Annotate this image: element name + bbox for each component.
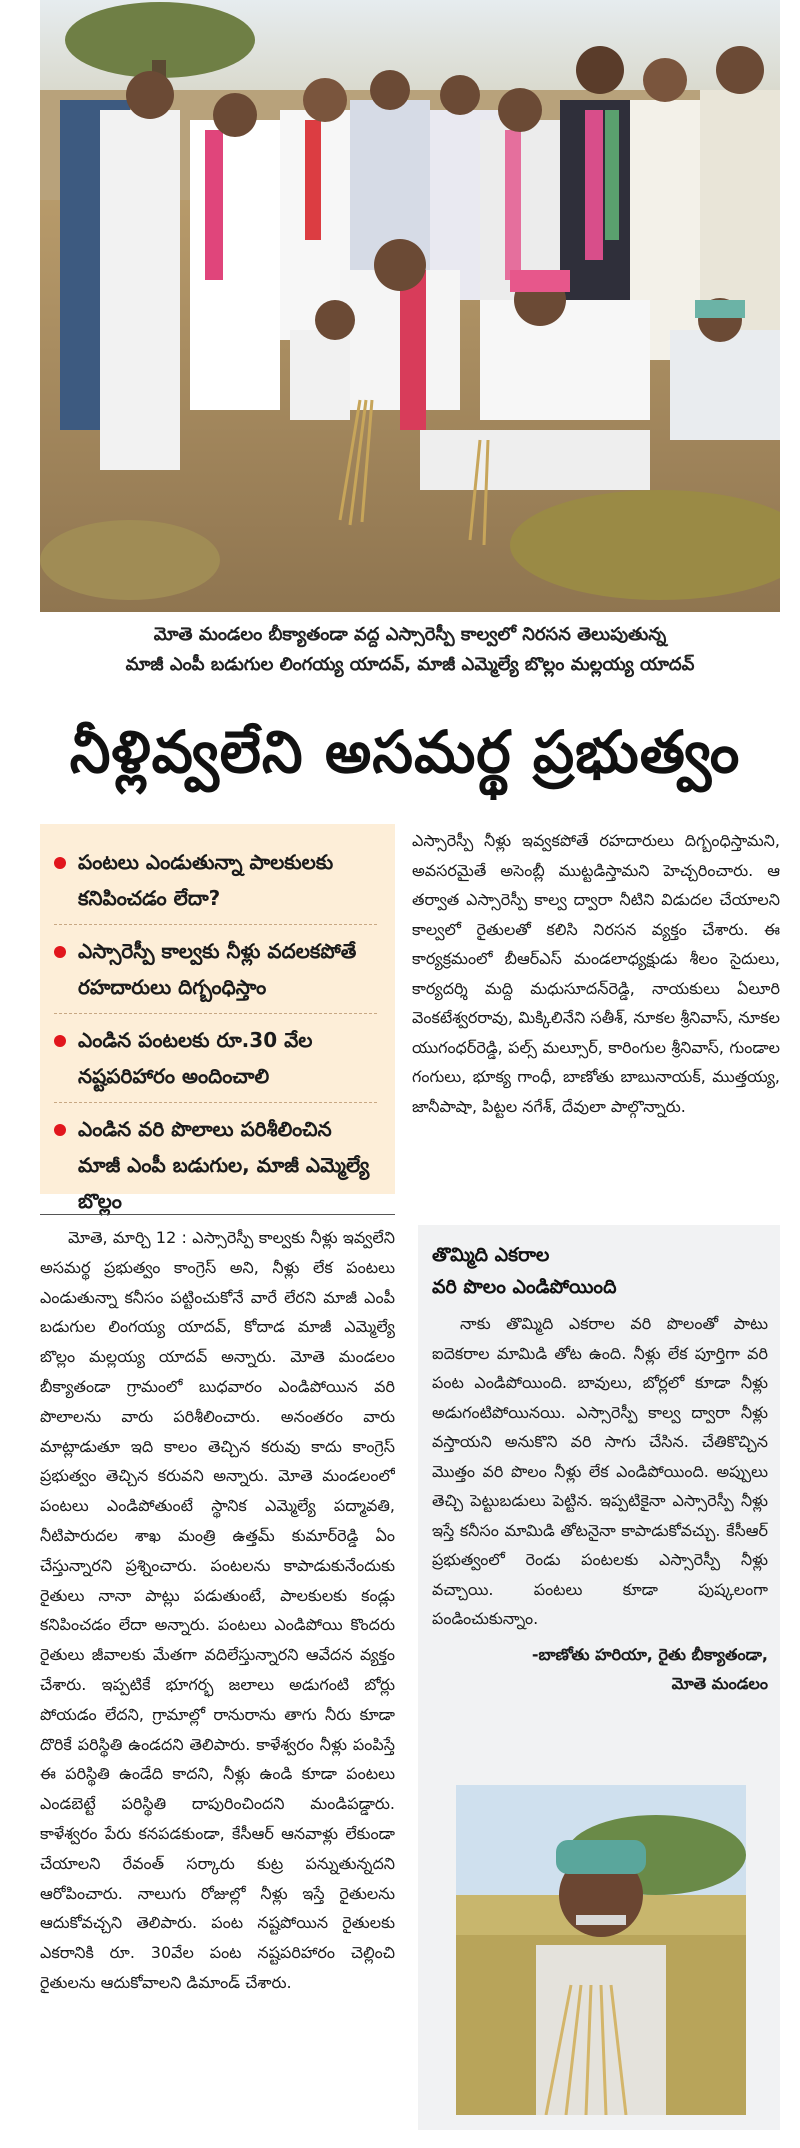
signature-line-1: -బాణోతు హరియా, రైతు బీక్యాతండా, (531, 1644, 768, 1664)
article-paragraph: ఎస్సారెస్పీ నీళ్లు ఇవ్వకపోతే రహదారులు దిగ్బంధిస్తామని, అవసరమైతే అసెంబ్లీ ముట్టడిస్తామని హెచ్చరించారు. ఆ తర్వాత ఎస్సారెస్పీ కాల్వ ద్వారా నీటిని విడుదల చేయాలని కాల్వలో రైతులతో కలిసి నిరసన వ్యక్తం చేశారు. ఈ కార్యక్రమంలో బీఆర్ఎస్ మండలాధ్యక్షుడు శీలం సైదులు, కార్యదర్శి మద్ది మధుసూదన్‌రెడ్డి, నాయకులు ఏలూరి వెంకటేశ్వరరావు, మిక్కిలినేని సతీశ్, నూకల శ్రీనివాస్, నూకల యుగంధర్‌రెడ్డి, పల్స్ మల్సూర్, కారింగుల శ్రీనివాస్, గుండాల గంగులు, భూక్య గాంధీ, బాణోతు బాబునాయక్, ముత్తయ్య, జానీపాషా, పిట్టల నగేశ్, దేవులా పాల్గొన్నారు. (412, 831, 780, 1116)
highlight-item (54, 836, 377, 925)
farmer-photo (456, 1785, 746, 2115)
signature-line-2: మోతె మండలం (671, 1673, 768, 1693)
news-photo-protest (40, 0, 780, 612)
highlight-text: ఎస్సారెస్పీ కాల్వకు నీళ్లు వదలకపోతే రహదారులు దిగ్బంధిస్తాం (78, 939, 357, 999)
article-body (40, 1214, 395, 2138)
farmer-quote-sidebar (418, 1225, 780, 2130)
highlight-item (54, 1014, 377, 1103)
sidebar-heading-line-1: తొమ్మిది ఎకరాల (432, 1244, 550, 1266)
sidebar-heading-line-2: వరి పొలం ఎండిపోయింది (432, 1276, 617, 1298)
article-continuation (412, 826, 780, 1191)
highlight-item (54, 1103, 377, 1227)
highlight-text: ఎండిన పంటలకు రూ.30 వేల నష్టపరిహారం అందించాలి (78, 1028, 313, 1088)
caption-line-1: మోతె మండలం బీక్యాతండా వద్ద ఎస్సారెస్పీ కాల్వలో నిరసన తెలుపుతున్న (153, 624, 667, 645)
red-bullet-icon (54, 946, 66, 958)
sidebar-signature (432, 1640, 768, 1698)
highlights-box (40, 824, 395, 1213)
sidebar-heading (432, 1239, 768, 1303)
sidebar-body: నాకు తొమ్మిది ఎకరాల వరి పొలంతో పాటు ఐదెకరాల మామిడి తోట ఉంది. నీళ్లు లేక పూర్తిగా వరి పంట ఎండిపోయింది. బావులు, బోర్లలో కూడా నీళ్లు అడుగంటిపోయినయి. ఎస్సారెస్పీ కాల్వ ద్వారా నీళ్లు వస్తాయని అనుకొని వరి సాగు చేసిన. చేతికొచ్చిన మొత్తం వరి పొలం నీళ్లు లేక ఎండిపోయింది. అప్పులు తెచ్చి పెట్టుబడులు పెట్టిన. ఇప్పటికైనా ఎస్సారెస్పీ నీళ్లు ఇస్తే కనీసం మామిడి తోటనైనా కాపాడుకోవచ్చు. కేసీఆర్ ప్రభుత్వంలో రెండు పంటలకు ఎస్సారెస్పీ నీళ్లు వచ్చాయి. పంటలు కూడా పుష్కలంగా పండించుకున్నాం. (432, 1314, 768, 1628)
highlight-text: ఎండిన వరి పొలాలు పరిశీలించిన మాజీ ఎంపీ బడుగుల, మాజీ ఎమ్మెల్యే బొల్లం (78, 1117, 370, 1213)
red-bullet-icon (54, 857, 66, 869)
article-paragraph: మోతె, మార్చి 12 : ఎస్సారెస్పీ కాల్వకు నీళ్లు ఇవ్వలేని అసమర్థ ప్రభుత్వం కాంగ్రెస్ అని, నీళ్లు లేక పంటలు ఎండుతున్నా కనీసం పట్టించుకోనే వారే లేరని మాజీ ఎంపీ బడుగుల లింగయ్య యాదవ్, కోదాడ మాజీ ఎమ్మెల్యే బొల్లం మల్లయ్య యాదవ్ అన్నారు. మోతె మండలం బీక్యాతండా గ్రామంలో బుధవారం ఎండిపోయిన వరి పొలాలను వారు పరిశీలించారు. అనంతరం వారు మాట్లాడుతూ ఇది కాలం తెచ్చిన కరువు కాదు కాంగ్రెస్ ప్రభుత్వం తెచ్చిన కరువని అన్నారు. మోతె మండలంలో పంటలు ఎండిపోతుంటే స్థానిక ఎమ్మెల్యే పద్మావతి, నీటిపారుదల శాఖ మంత్రి ఉత్తమ్ కుమార్‌రెడ్డి ఏం చేస్తున్నారని ప్రశ్నించారు. పంటలను కాపాడుకునేందుకు రైతులు నానా పాట్లు పడుతుంటే, పాలకులకు కండ్లు కనిపించడం లేదా అన్నారు. పంటలు ఎండిపోయి కొందరు రైతులు జీవాలకు మేతగా వదిలేస్తున్నారని ఆవేదన వ్యక్తం చేశారు. ఇప్పటికే భూగర్భ జలాలు అడుగంటి బోర్లు పోయడం లేదని, గ్రామాల్లో రానురాను తాగు నీరు కూడా దొరికే పరిస్థితి ఉండదని తెలిపారు. కాళేశ్వరం నీళ్లు పంపిస్తే ఈ పరిస్థితి ఉండేది కాదని, నీళ్లు ఉండి కూడా పంటలు ఎండబెట్టే పరిస్థితి దాపురించిందని మండిపడ్డారు. కాళేశ్వరం పేరు కనపడకుండా, కేసీఆర్ ఆనవాళ్లు లేకుండా చేయాలని రేవంత్ సర్కారు కుట్ర పన్నుతున్నదని ఆరోపించారు. నాలుగు రోజుల్లో నీళ్లు ఇస్తే రైతులను ఆదుకోవచ్చని తెలిపారు. పంట నష్టపోయిన రైతులకు ఎకరానికి రూ. 30వేల పంట నష్టపరిహారం చెల్లించి రైతులను ఆదుకోవాలని డిమాండ్ చేశారు. (40, 1228, 395, 1992)
highlight-text: పంటలు ఎండుతున్నా పాలకులకు కనిపించడం లేదా? (78, 850, 334, 910)
red-bullet-icon (54, 1035, 66, 1047)
headline: నీళ్లివ్వలేని అసమర్థ ప్రభుత్వం (69, 718, 741, 786)
caption-line-2: మాజీ ఎంపీ బడుగుల లింగయ్య యాదవ్, మాజీ ఎమ్మెల్యే బొల్లం మల్లయ్య యాదవ్ (125, 654, 695, 675)
red-bullet-icon (54, 1124, 66, 1136)
photo-caption (40, 620, 780, 684)
highlight-item (54, 925, 377, 1014)
